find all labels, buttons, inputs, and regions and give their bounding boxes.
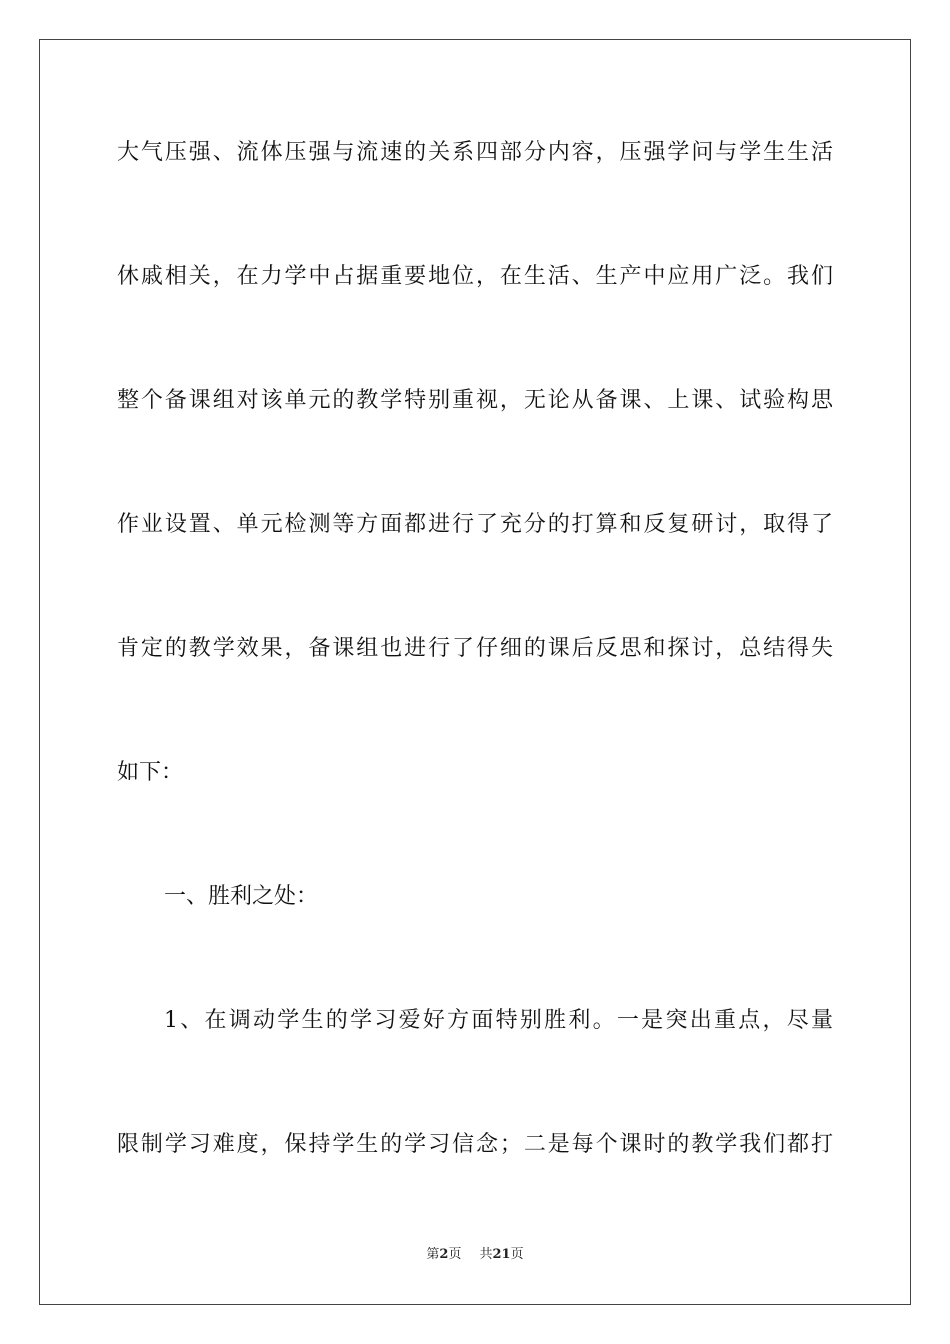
page-prefix: 第 xyxy=(426,1247,440,1262)
total-suffix: 页 xyxy=(510,1247,524,1262)
body-line-6: 如下： xyxy=(117,760,184,785)
page-border xyxy=(39,39,911,1305)
body-line-2: 休戚相关，在力学中占据重要地位，在生活、生产中应用广泛。我们 xyxy=(117,264,833,289)
total-pages: 21 xyxy=(492,1247,511,1262)
body-line-3: 整个备课组对该单元的教学特别重视，无论从备课、上课、试验构思 xyxy=(117,388,833,413)
body-line-9: 限制学习难度，保持学生的学习信念；二是每个课时的教学我们都打 xyxy=(117,1132,833,1157)
body-line-4: 作业设置、单元检测等方面都进行了充分的打算和反复研讨，取得了 xyxy=(117,512,833,537)
total-prefix: 共 xyxy=(479,1247,493,1262)
page-suffix: 页 xyxy=(448,1247,462,1262)
body-line-8: 1、在调动学生的学习爱好方面特别胜利。一是突出重点，尽量 xyxy=(164,1008,833,1033)
page-number: 2 xyxy=(439,1247,449,1262)
body-line-5: 肯定的教学效果，备课组也进行了仔细的课后反思和探讨，总结得失 xyxy=(117,636,833,661)
section-heading: 一、胜利之处： xyxy=(164,884,319,909)
body-line-1: 大气压强、流体压强与流速的关系四部分内容，压强学问与学生生活 xyxy=(117,140,833,165)
page-footer xyxy=(0,1246,950,1264)
